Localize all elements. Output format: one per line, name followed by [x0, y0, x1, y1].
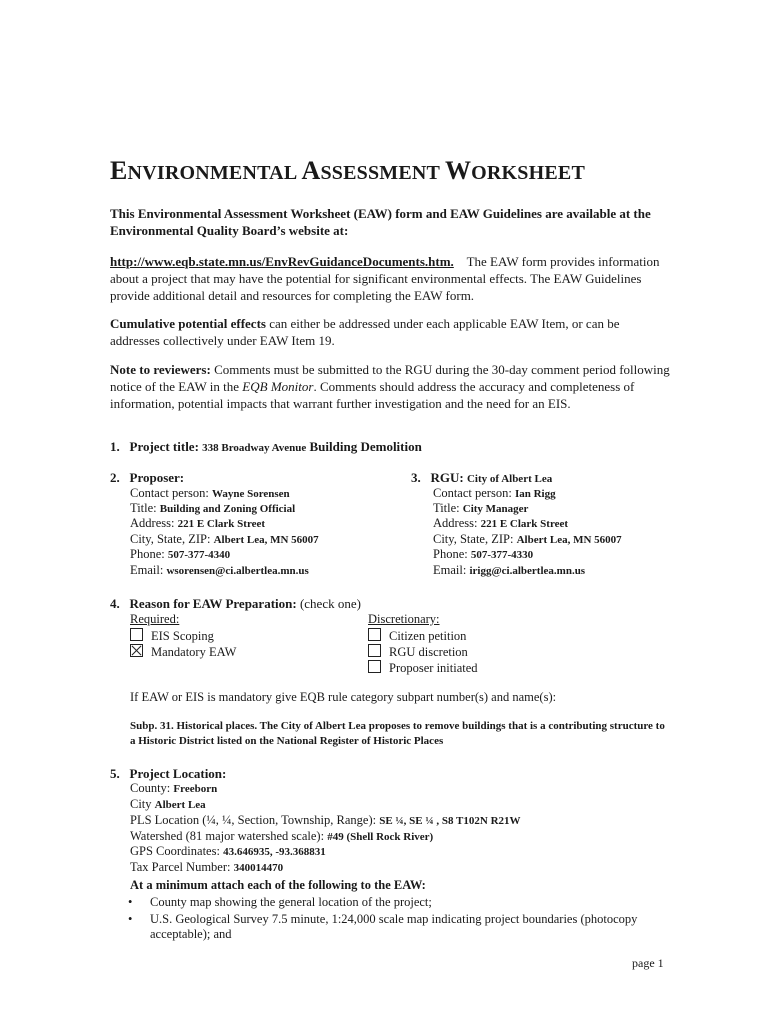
- discretionary-heading: Discretionary:: [368, 612, 440, 626]
- title-part: ORKSHEET: [471, 162, 585, 184]
- title-part: A: [301, 156, 321, 185]
- field-label: PLS Location (¼, ¼, Section, Township, Range):: [130, 813, 377, 827]
- field-label: Address:: [433, 516, 478, 530]
- watershed-line: [130, 829, 433, 845]
- field-value: Ian Rigg: [514, 488, 556, 500]
- field-value: 507-377-4340: [167, 549, 231, 561]
- item-4-heading: [110, 596, 361, 611]
- title-part: NVIRONMENTAL: [127, 162, 302, 184]
- checkbox-eis-scoping[interactable]: [130, 628, 214, 644]
- checkbox-label: Citizen petition: [389, 629, 467, 643]
- intro-bold-text: This Environmental Assessment Worksheet (EAW) form and EAW Guidelines are available at the Environmental Quality Board’s website at:: [110, 206, 651, 238]
- field-label: Email:: [433, 563, 467, 577]
- field-label: County:: [130, 781, 171, 795]
- field-label: Phone:: [433, 547, 468, 561]
- field-label: Email:: [130, 563, 164, 577]
- reviewers-text: Comments must be submitted to the RGU during the 30-day comment period following notice of the EAW in the: [110, 362, 670, 394]
- field-label: Title:: [130, 501, 157, 515]
- item-hint: (check one): [296, 596, 361, 611]
- item-label: RGU:: [430, 470, 464, 485]
- cumulative-paragraph: [110, 315, 670, 349]
- pls-line: [130, 813, 521, 829]
- field-value: Building and Zoning Official: [159, 503, 296, 515]
- field-label: City, State, ZIP:: [433, 532, 514, 546]
- mandatory-prompt: If EAW or EIS is mandatory give EQB rule category subpart number(s) and name(s):: [130, 690, 557, 704]
- checked-box-icon[interactable]: [130, 644, 143, 657]
- item-number: 5.: [110, 766, 120, 781]
- field-value: Wayne Sorensen: [211, 488, 290, 500]
- item-3-heading: [411, 470, 552, 487]
- field-value: wsorensen@ci.albertlea.mn.us: [166, 565, 309, 577]
- reviewers-label: Note to reviewers:: [110, 362, 211, 377]
- field-label: Phone:: [130, 547, 165, 561]
- list-item: • County map showing the general location of the project;: [128, 895, 648, 910]
- item-number: 4.: [110, 596, 120, 611]
- item-1: [110, 439, 422, 456]
- cumulative-label: Cumulative potential effects: [110, 316, 266, 331]
- checkbox-icon[interactable]: [368, 644, 381, 657]
- field-value: 340014470: [233, 862, 284, 874]
- reviewers-text: . Comments should address the accuracy and completeness of information, potential impacts that warrant further investigation and the need for an EIS.: [110, 379, 635, 411]
- checkbox-icon[interactable]: [368, 660, 381, 673]
- checkbox-mandatory-eaw[interactable]: [130, 644, 236, 660]
- field-label: Tax Parcel Number:: [130, 860, 231, 874]
- list-item: • U.S. Geological Survey 7.5 minute, 1:24,000 scale map indicating project boundaries (photocopy acceptable); and: [128, 912, 648, 942]
- checkbox-proposer-initiated[interactable]: [368, 660, 478, 676]
- checkbox-label: Proposer initiated: [389, 661, 478, 675]
- rgu-value: City of Albert Lea: [466, 473, 553, 485]
- title-part: W: [444, 156, 472, 185]
- title-part: E: [110, 156, 128, 185]
- field-label: Title:: [433, 501, 460, 515]
- project-title-value: 338 Broadway Avenue: [202, 442, 307, 454]
- title-part: SSESSMENT: [320, 162, 445, 184]
- field-value: Albert Lea, MN 56007: [213, 534, 319, 546]
- rgu-title: [433, 501, 528, 517]
- checkbox-citizen-petition[interactable]: [368, 628, 466, 644]
- proposer-phone: [130, 547, 230, 563]
- field-label: Watershed (81 major watershed scale):: [130, 829, 325, 843]
- field-value: Albert Lea: [154, 799, 206, 811]
- checkbox-rgu-discretion[interactable]: [368, 644, 468, 660]
- field-value: irigg@ci.albertlea.mn.us: [469, 565, 586, 577]
- eqb-guidance-link[interactable]: http://www.eqb.state.mn.us/EnvRevGuidanceDocuments.htm.: [110, 254, 454, 269]
- checkbox-label: EIS Scoping: [151, 629, 214, 643]
- proposer-contact: [130, 486, 290, 502]
- field-label: Contact person:: [433, 486, 512, 500]
- item-label: Reason for EAW Preparation:: [129, 596, 297, 611]
- rgu-contact: [433, 486, 556, 502]
- page-number: page 1: [632, 956, 664, 970]
- checkbox-label: Mandatory EAW: [151, 645, 237, 659]
- field-value: #49 (Shell Rock River): [327, 831, 434, 843]
- field-value: 221 E Clark Street: [177, 518, 266, 530]
- field-label: Address:: [130, 516, 175, 530]
- cumulative-text: can either be addressed under each applicable EAW Item, or can be addresses collectively under EAW Item 19.: [110, 316, 620, 348]
- field-value: SE ¼, SE ¼ , S8 T102N R21W: [379, 815, 521, 827]
- eqb-monitor-title: EQB Monitor: [242, 379, 314, 394]
- required-heading: Required:: [130, 612, 180, 626]
- checkbox-label: RGU discretion: [389, 645, 468, 659]
- intro-text: The EAW form provides information about a project that may have the potential for significant environmental effects. The EAW Guidelines provide additional detail and resources for completing the EAW form.: [110, 254, 660, 303]
- item-2-heading: [110, 470, 184, 485]
- proposer-title: [130, 501, 295, 517]
- rgu-city: [433, 532, 622, 548]
- rgu-address: [433, 516, 568, 532]
- page-title: [110, 156, 585, 186]
- project-title-value: Building Demolition: [309, 439, 422, 454]
- field-value: Freeborn: [173, 783, 218, 795]
- item-5-heading: [110, 766, 226, 781]
- item-number: 2.: [110, 470, 120, 485]
- rgu-email: [433, 563, 585, 579]
- item-number: 1.: [110, 439, 120, 454]
- intro-paragraph: [110, 253, 670, 304]
- intro-bold: [110, 205, 670, 239]
- item-label: Project Location:: [129, 766, 227, 781]
- field-value: 507-377-4330: [470, 549, 534, 561]
- field-value: 221 E Clark Street: [480, 518, 569, 530]
- county-line: [130, 781, 217, 797]
- proposer-email: [130, 563, 309, 579]
- field-label: City, State, ZIP:: [130, 532, 211, 546]
- attach-list: [128, 895, 648, 944]
- field-value: City Manager: [462, 503, 529, 515]
- parcel-line: [130, 860, 283, 876]
- subpart-text: Subp. 31. Historical places. The City of Albert Lea proposes to remove buildings that is a contributing structure to a Historic District listed on the National Register of Historic Places: [130, 720, 665, 747]
- proposer-address: [130, 516, 265, 532]
- proposer-city: [130, 532, 319, 548]
- field-label: GPS Coordinates:: [130, 844, 220, 858]
- city-line: [130, 797, 206, 813]
- item-label: Proposer:: [129, 470, 185, 485]
- item-label: Project title:: [129, 439, 199, 454]
- field-label: Contact person:: [130, 486, 209, 500]
- field-label: City: [130, 797, 152, 811]
- rgu-phone: [433, 547, 533, 563]
- attach-heading: At a minimum attach each of the following to the EAW:: [130, 878, 426, 892]
- checkbox-icon[interactable]: [130, 628, 143, 641]
- reviewers-paragraph: [110, 361, 670, 412]
- gps-line: [130, 844, 326, 860]
- checkbox-icon[interactable]: [368, 628, 381, 641]
- field-value: 43.646935, -93.368831: [223, 846, 326, 858]
- field-value: Albert Lea, MN 56007: [516, 534, 622, 546]
- item-number: 3.: [411, 470, 421, 485]
